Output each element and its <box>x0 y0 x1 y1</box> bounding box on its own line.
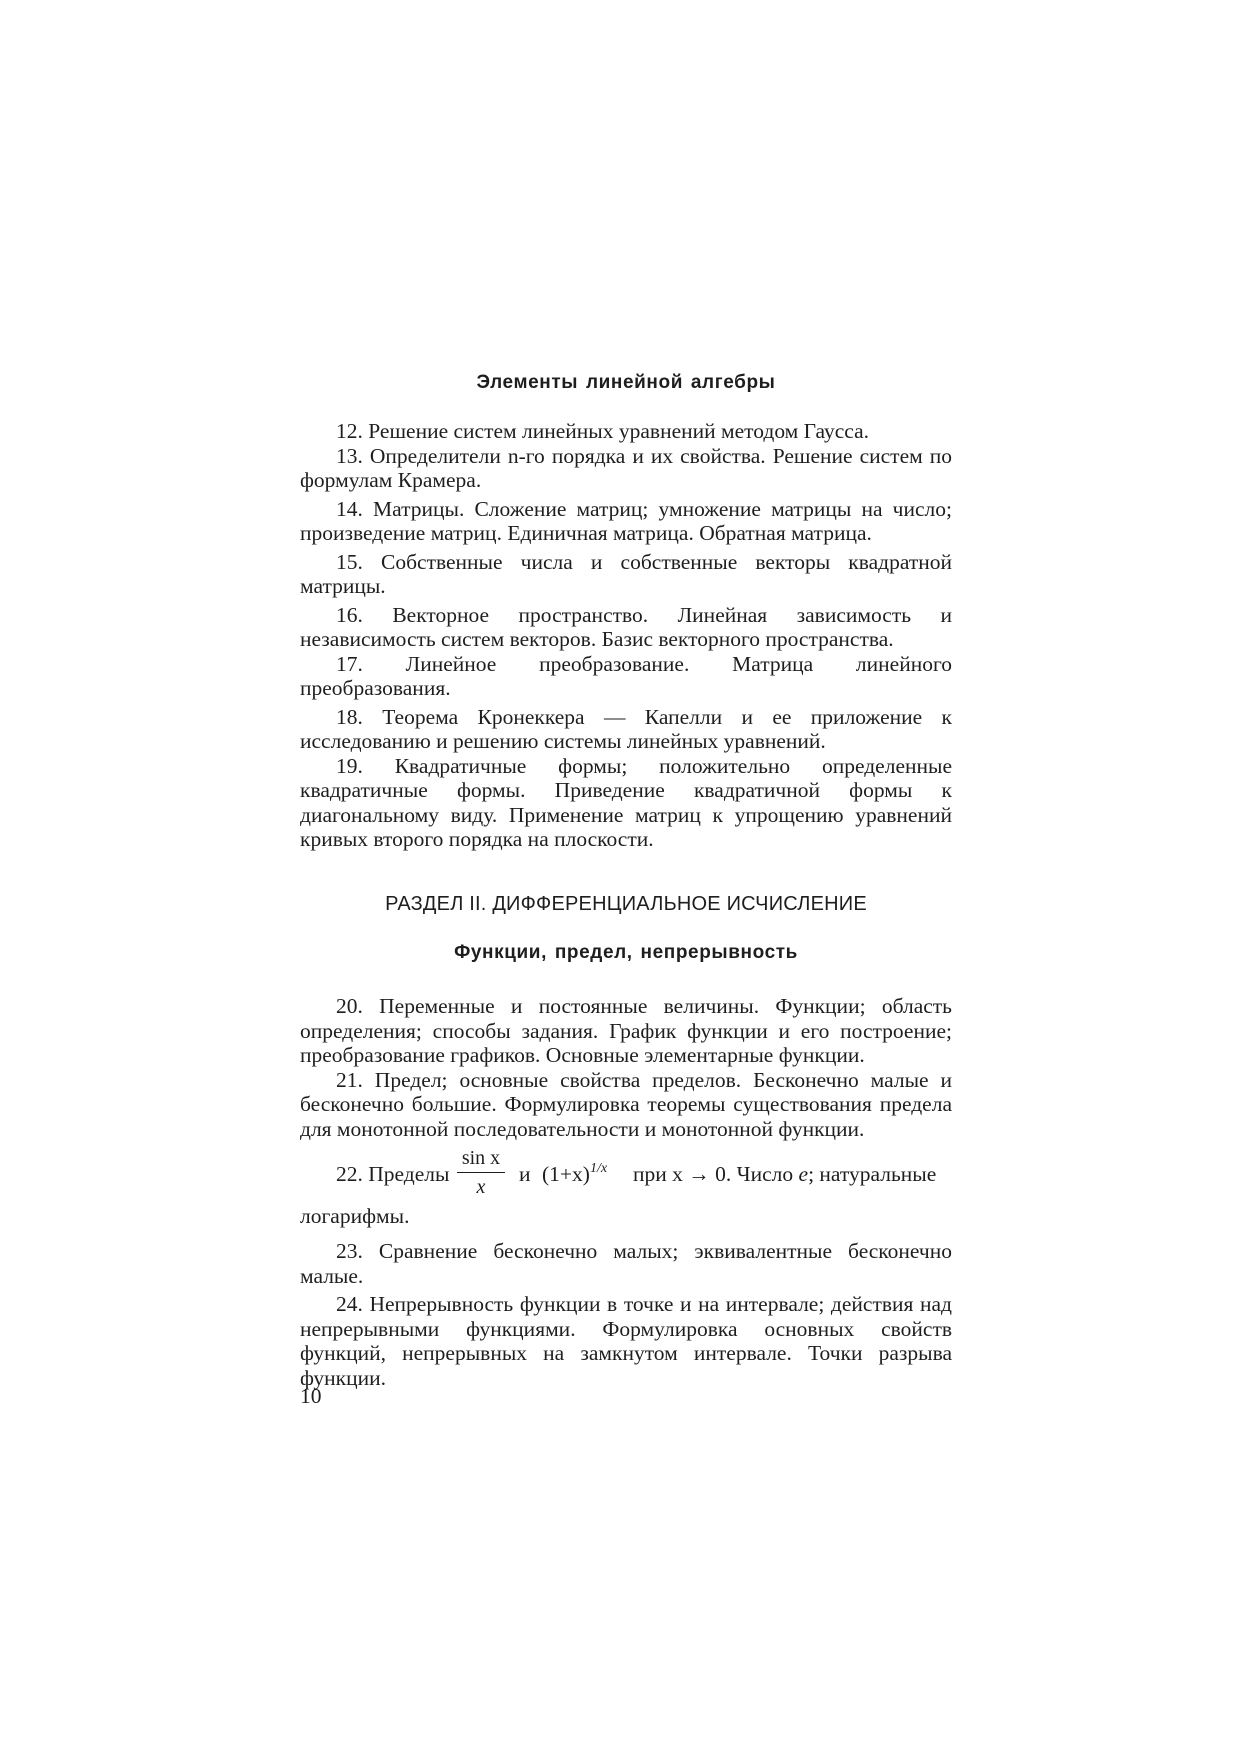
list-functions-a <box>300 994 952 1141</box>
expression-power <box>542 1162 607 1191</box>
list-item: 16. Векторное пространство. Линейная зависимость и независимость систем векторов. Базис векторного пространства. <box>300 602 952 651</box>
page-number: 10 <box>300 1384 322 1408</box>
list-linear-algebra <box>300 419 952 852</box>
list-functions-b <box>300 1235 952 1390</box>
page <box>300 0 952 1755</box>
list-item: 20. Переменные и постоянные величины. Функции; область определения; способы задания. График функции и его построение; преобразование графиков. Основные элементарные функции. <box>300 994 952 1067</box>
list-item: 19. Квадратичные формы; положительно определенные квадратичные формы. Приведение квадратичной формы к диагональному виду. Применение матриц к упрощению уравнений кривых второго порядка на плоскости. <box>300 753 952 851</box>
item-22-and: и <box>519 1162 531 1186</box>
expression-exponent: 1/x <box>589 1161 608 1176</box>
item-22-after-e: ; натуральные <box>808 1162 937 1186</box>
list-item-22 <box>300 1146 952 1229</box>
list-item: 23. Сравнение бесконечно малых; эквивалентные бесконечно малые. <box>300 1239 952 1288</box>
expression-base: (1+x) <box>542 1162 590 1186</box>
section-title: РАЗДЕЛ II. ДИФФЕРЕНЦИАЛЬНОЕ ИСЧИСЛЕНИЕ <box>385 893 867 915</box>
list-item: 12. Решение систем линейных уравнений методом Гаусса. <box>336 419 870 443</box>
list-item: 18. Теорема Кронеккера — Капелли и ее приложение к исследованию и решению системы линейных уравнений. <box>300 704 952 753</box>
list-item: 13. Определители n-го порядка и их свойства. Решение систем по формулам Крамера. <box>300 443 952 492</box>
list-item: 21. Предел; основные свойства пределов. Бесконечно малые и бесконечно большие. Формулировка теоремы существования предела для монотонной последовательности и монотонной функции. <box>300 1067 952 1141</box>
formula-line <box>300 1146 952 1204</box>
item-22-prefix: 22. Пределы <box>336 1162 450 1186</box>
heading-linear-algebra: Элементы линейной алгебры <box>476 372 776 393</box>
list-item: 24. Непрерывность функции в точке и на интервале; действия над непрерывными функциями. Формулировка основных свойств функций, непрерывных на замкнутом интервале. Точки разрыва функции. <box>300 1292 952 1390</box>
list-item: 17. Линейное преобразование. Матрица линейного преобразования. <box>300 651 952 700</box>
item-22-line2: логарифмы. <box>300 1204 410 1228</box>
heading-functions: Функции, предел, непрерывность <box>454 942 798 963</box>
list-item: 14. Матрицы. Сложение матриц; умножение матрицы на число; произведение матриц. Единичная матрица. Обратная матрица. <box>300 496 952 545</box>
list-item: 15. Собственные числа и собственные векторы квадратной матрицы. <box>300 549 952 598</box>
item-22-as: при x → 0. Число <box>633 1162 794 1186</box>
fraction-sinx-over-x <box>457 1146 505 1199</box>
item-22-e: e <box>798 1162 809 1186</box>
fraction-numerator: sin x <box>457 1146 505 1173</box>
fraction-denominator: x <box>476 1176 486 1198</box>
item-22-limit-text <box>633 1162 936 1187</box>
